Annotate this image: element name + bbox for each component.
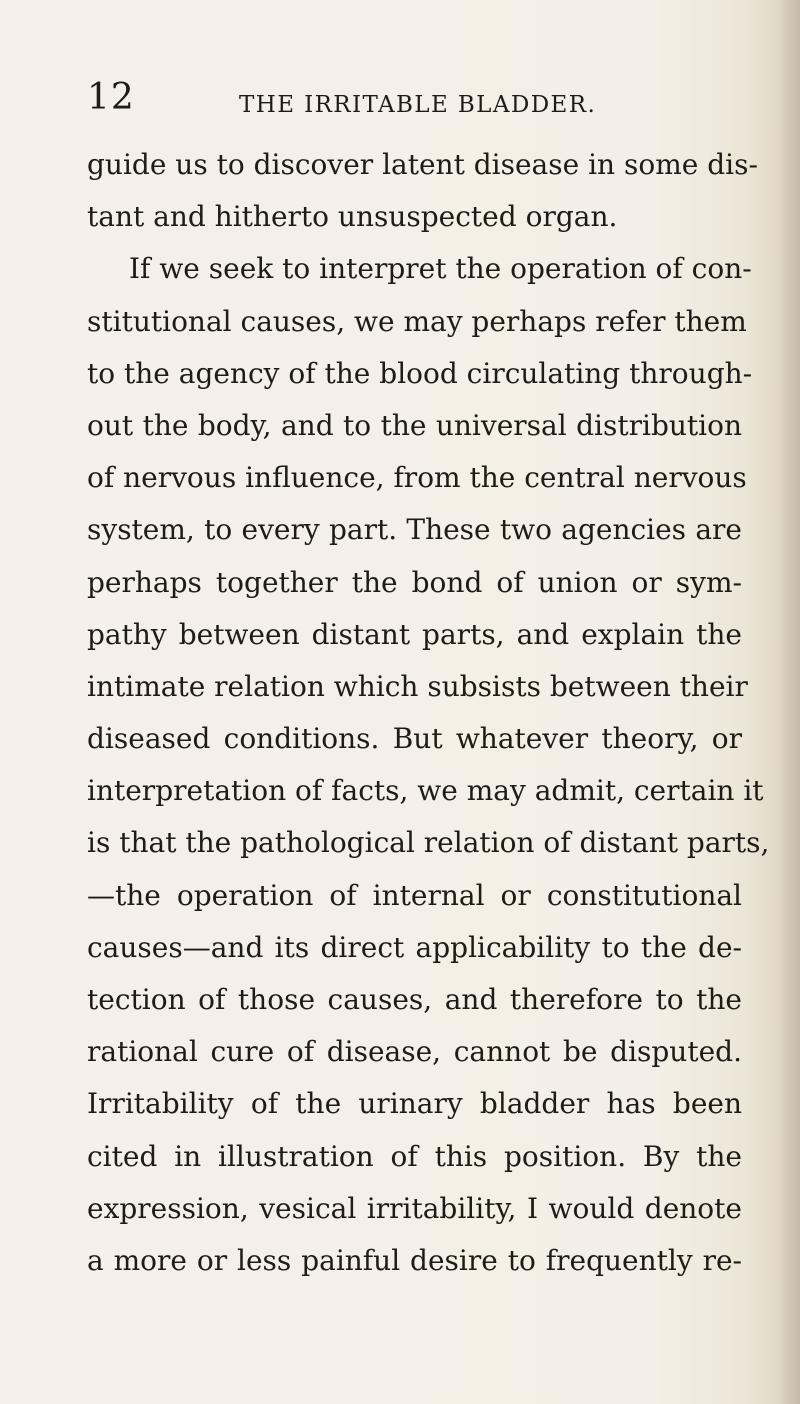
text-line: tant and hitherto unsuspected organ. bbox=[87, 200, 618, 234]
text-line: cited in illustration of this position. By the bbox=[87, 1139, 742, 1173]
text-line: pathy between distant parts, and explain the bbox=[87, 617, 742, 651]
page-header bbox=[87, 77, 747, 120]
text-line: rational cure of disease, cannot be disputed. bbox=[87, 1035, 742, 1069]
text-line: perhaps together the bond of union or sym- bbox=[87, 565, 742, 599]
text-line: tection of those causes, and therefore to the bbox=[87, 983, 742, 1016]
text-line: is that the pathological relation of distant parts, bbox=[87, 826, 770, 860]
text-line: expression, vesical irritability, I would denote bbox=[87, 1191, 742, 1225]
text-line: to the agency of the blood circulating through- bbox=[87, 356, 753, 390]
text-line: out the body, and to the universal distribution bbox=[87, 408, 742, 442]
running-title: THE IRRITABLE BLADDER. bbox=[239, 92, 597, 118]
text-line: interpretation of facts, we may admit, certain it bbox=[87, 774, 764, 808]
text-line: If we seek to interpret the operation of con- bbox=[129, 252, 752, 286]
text-line: —the operation of internal or constitutional bbox=[87, 878, 742, 912]
page-number: 12 bbox=[87, 77, 135, 118]
text-line: system, to every part. These two agencies are bbox=[87, 513, 742, 547]
text-line: a more or less painful desire to frequently re- bbox=[87, 1243, 742, 1277]
text-line: stitutional causes, we may perhaps refer them bbox=[87, 304, 747, 338]
text-line: of nervous influence, from the central nervous bbox=[87, 461, 747, 495]
text-line: intimate relation which subsists between their bbox=[87, 669, 748, 703]
text-line: Irritability of the urinary bladder has been bbox=[87, 1087, 742, 1121]
text-line: causes—and its direct applicability to the de- bbox=[87, 930, 742, 964]
text-line: guide us to discover latent disease in some dis- bbox=[87, 148, 758, 181]
text-line: diseased conditions. But whatever theory, or bbox=[87, 722, 742, 756]
page-edge-shadow bbox=[778, 0, 800, 1404]
body-text bbox=[87, 139, 770, 1287]
